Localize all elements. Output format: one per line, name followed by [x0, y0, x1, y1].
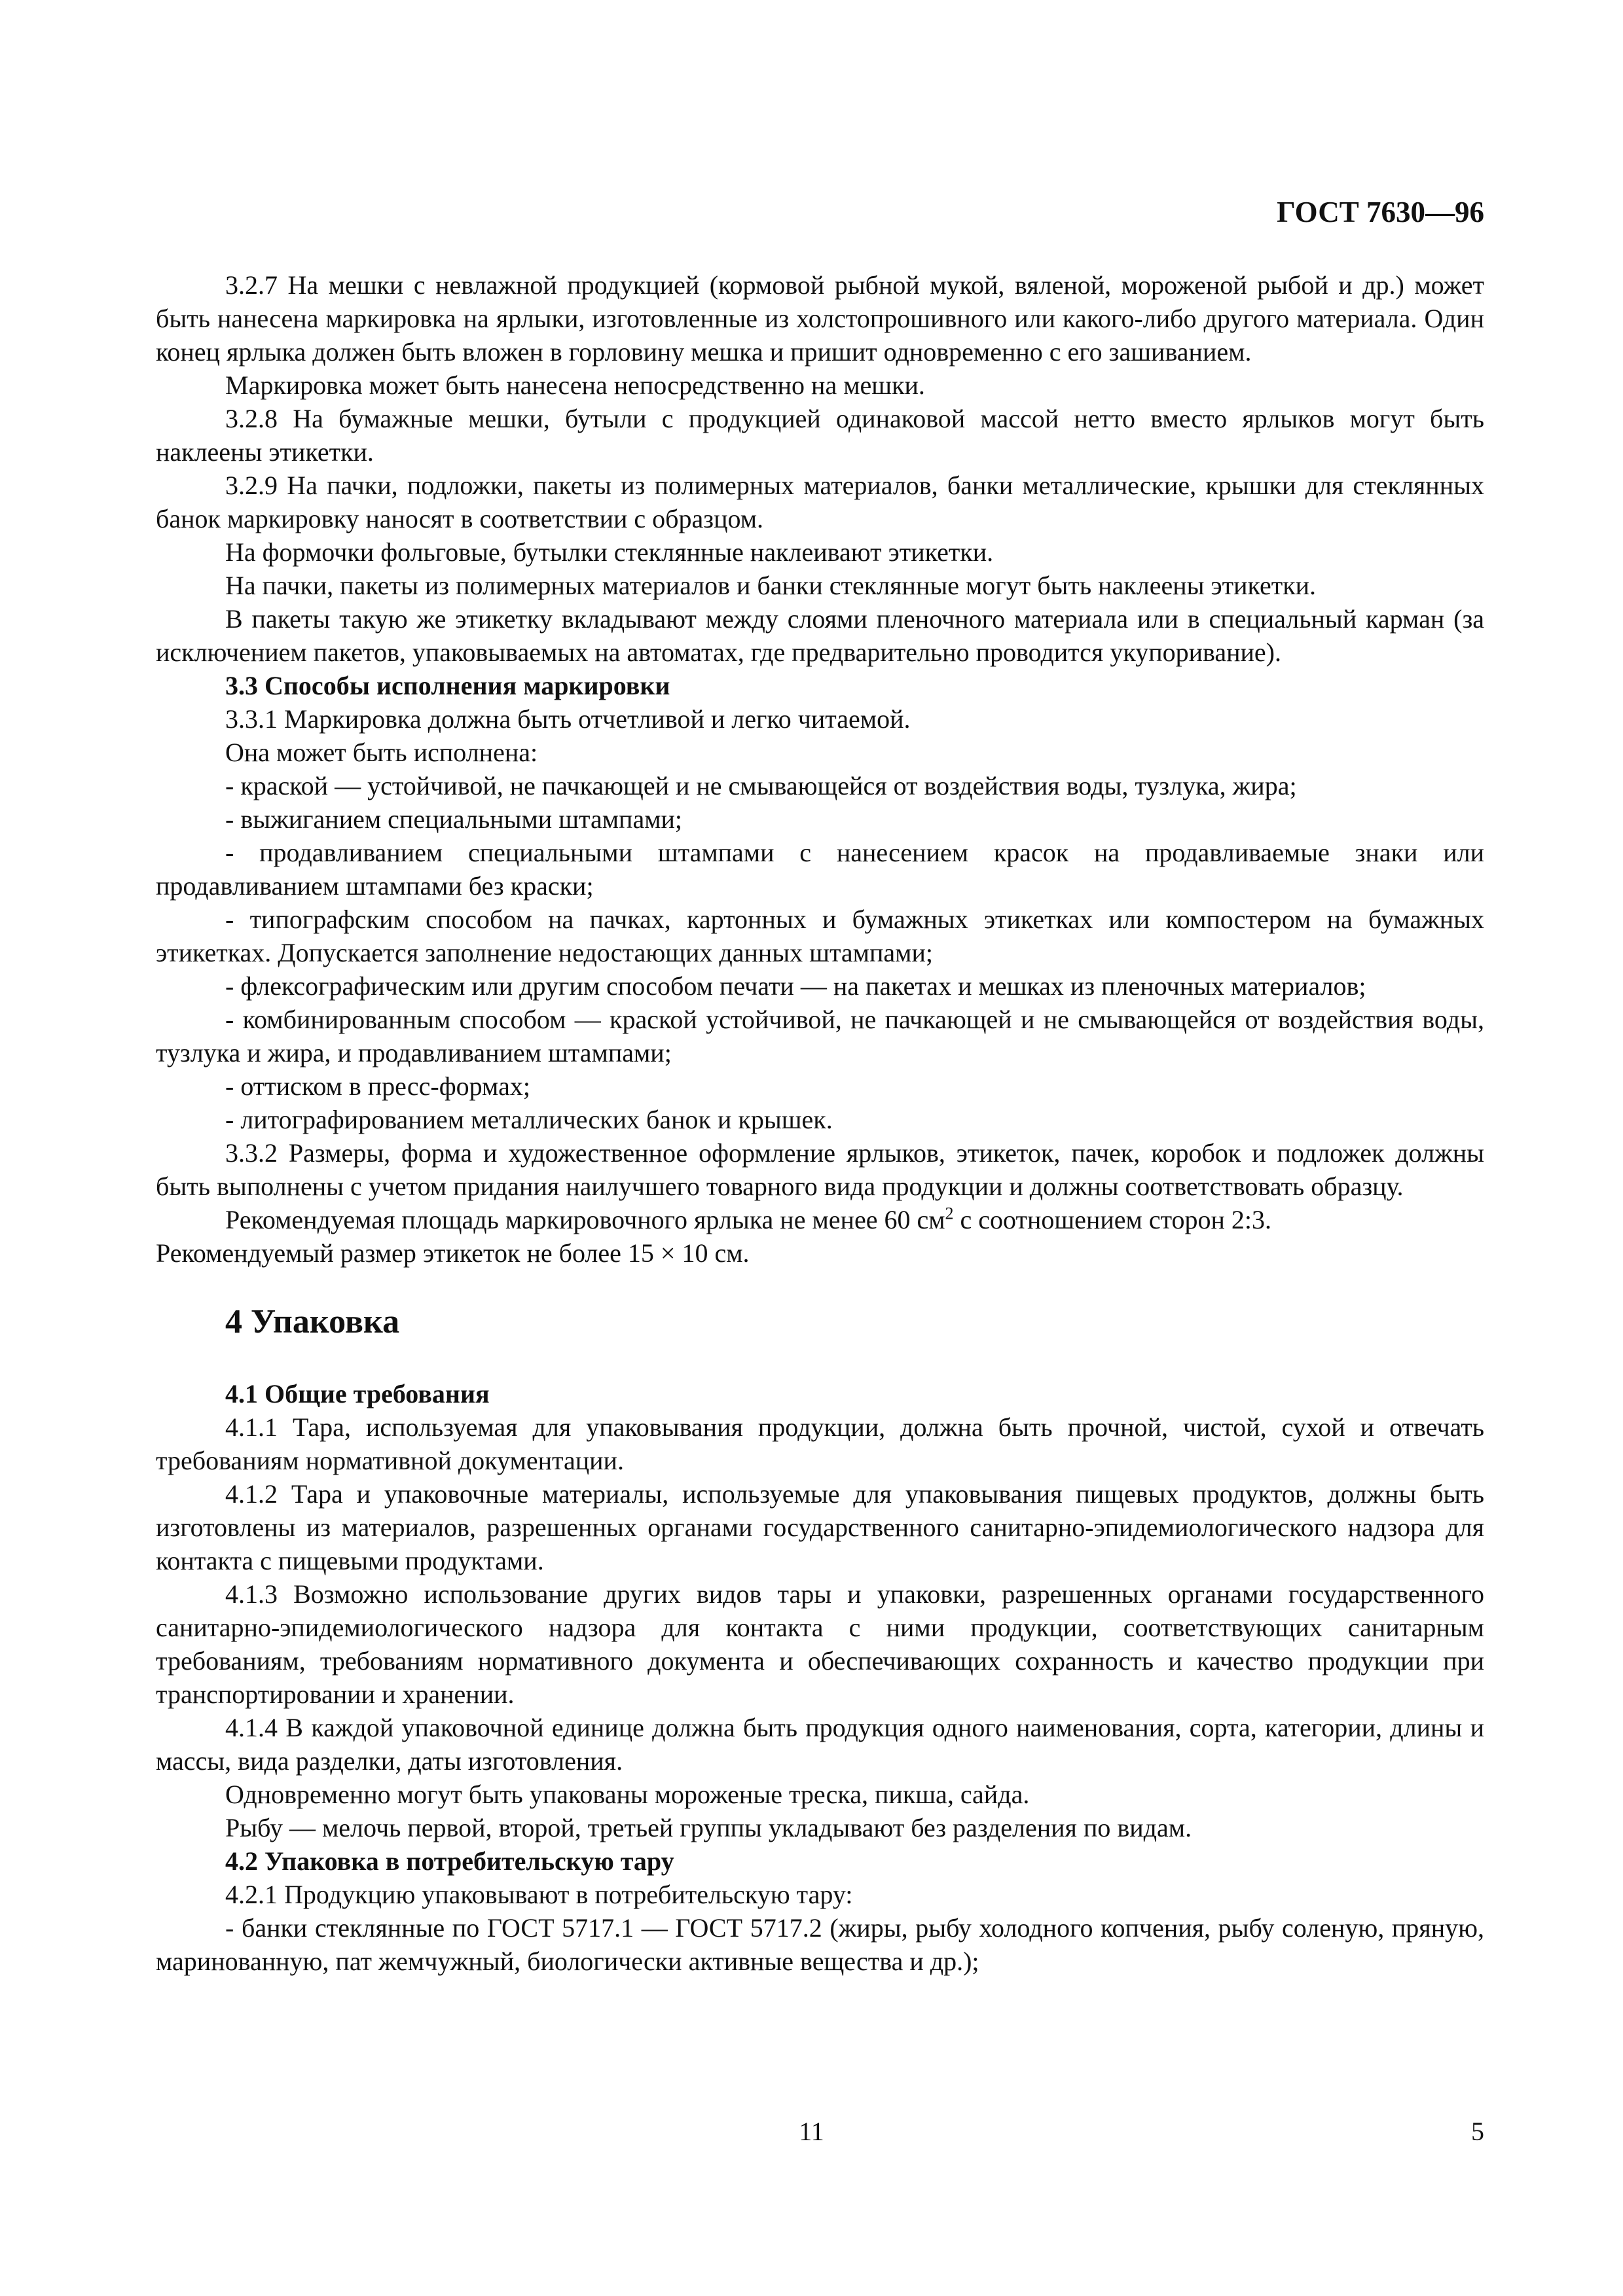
- paragraph: 3.2.8 На бумажные мешки, бутыли с продукцией одинаковой массой нетто вместо ярлыков могут быть наклеены этикетки.: [156, 404, 1484, 467]
- paragraph: 4.1.4 В каждой упаковочной единице должна быть продукция одного наименования, сорта, категории, длины и массы, вида разделки, даты изготовления.: [156, 1713, 1484, 1776]
- paragraph: - флексографическим или другим способом печати — на пакетах и мешках из пленочных материалов;: [225, 971, 1366, 1001]
- document-body: [156, 268, 1484, 1978]
- paragraph: - литографированием металлических банок и крышек.: [225, 1105, 833, 1134]
- paragraph: На пачки, пакеты из полимерных материалов и банки стеклянные могут быть наклеены этикетки.: [225, 571, 1317, 600]
- paragraph: 3.3.1 Маркировка должна быть отчетливой и легко читаемой.: [225, 704, 911, 734]
- paragraph: Одновременно могут быть упакованы мороженые треска, пикша, сайда.: [225, 1780, 1030, 1809]
- paragraph: - краской — устойчивой, не пачкающей и не смывающейся от воздействия воды, тузлука, жира;: [225, 771, 1297, 800]
- superscript: 2: [945, 1204, 954, 1223]
- paragraph: Рекомендуемый размер этикеток не более 15 × 10 см.: [156, 1238, 750, 1268]
- paragraph: 4.1.2 Тара и упаковочные материалы, используемые для упаковывания пищевых продуктов, должны быть изготовлены из материалов, разрешенных органами государственного санитарно-эпидемиологического надзора для контакта с пищевыми продуктами.: [156, 1479, 1484, 1575]
- paragraph: 3.2.7 На мешки с невлажной продукцией (кормовой рыбной мукой, вяленой, мороженой рыбой и др.) может быть нанесена маркировка на ярлыки, изготовленные из холстопрошивного или какого-либо другого материала. Один конец ярлыка должен быть вложен в горловину мешка и пришит одновременно с его зашиванием.: [156, 270, 1484, 367]
- paragraph: Маркировка может быть нанесена непосредственно на мешки.: [225, 370, 925, 400]
- paragraph: 4.1.3 Возможно использование других видов тары и упаковки, разрешенных органами государственного санитарно-эпидемиологического надзора для контакта с ними продукции, соответствующих санитарным требованиям, требованиям нормативного документа и обеспечивающих сохранность и качество продукции при транспортировании и хранении.: [156, 1579, 1484, 1709]
- subsection-heading: 3.3 Способы исполнения маркировки: [225, 671, 670, 700]
- paragraph: Она может быть исполнена:: [225, 738, 538, 767]
- paragraph: В пакеты такую же этикетку вкладывают между слоями пленочного материала или в специальный карман (за исключением пакетов, упаковываемых на автоматах, где предварительно проводится укупоривание).: [156, 604, 1484, 667]
- document-code-header: ГОСТ 7630—96: [1277, 196, 1484, 228]
- paragraph: - оттиском в пресс-формах;: [225, 1071, 530, 1101]
- paragraph: [156, 1203, 1484, 1236]
- paragraph: На формочки фольговые, бутылки стеклянные наклеивают этикетки.: [225, 537, 994, 567]
- paragraph-text: Рекомендуемая площадь маркировочного ярлыка не менее 60 см: [225, 1205, 945, 1234]
- paragraph: 3.2.9 На пачки, подложки, пакеты из полимерных материалов, банки металлические, крышки для стеклянных банок маркировку наносят в соответствии с образцом.: [156, 471, 1484, 533]
- paragraph: - выжиганием специальными штампами;: [225, 804, 683, 834]
- paragraph: - типографским способом на пачках, картонных и бумажных этикетках или компостером на бумажных этикетках. Допускается заполнение недостающих данных штампами;: [156, 905, 1484, 967]
- page-number: 5: [1471, 2117, 1484, 2146]
- paragraph: - продавливанием специальными штампами с нанесением красок на продавливаемые знаки или продавливанием штампами без краски;: [156, 838, 1484, 901]
- subsection-heading: 4.1 Общие требования: [225, 1379, 490, 1408]
- paragraph: 4.2.1 Продукцию упаковывают в потребительскую тару:: [225, 1880, 853, 1909]
- paragraph: Рыбу — мелочь первой, второй, третьей группы укладывают без разделения по видам.: [225, 1813, 1192, 1842]
- footer-center-number: 11: [799, 2117, 824, 2146]
- subsection-heading: 4.2 Упаковка в потребительскую тару: [225, 1846, 674, 1876]
- paragraph: 4.1.1 Тара, используемая для упаковывания продукции, должна быть прочной, чистой, сухой и отвечать требованиям нормативной документации.: [156, 1412, 1484, 1475]
- paragraph: - банки стеклянные по ГОСТ 5717.1 — ГОСТ 5717.2 (жиры, рыбу холодного копчения, рыбу соленую, пряную, маринованную, пат жемчужный, биологически активные вещества и др.);: [156, 1913, 1484, 1976]
- paragraph-text: с соотношением сторон 2:3.: [953, 1205, 1272, 1234]
- paragraph: - комбинированным способом — краской устойчивой, не пачкающей и не смывающейся от воздействия воды, тузлука и жира, и продавливанием штампами;: [156, 1005, 1484, 1067]
- paragraph: 3.3.2 Размеры, форма и художественное оформление ярлыков, этикеток, пачек, коробок и подложек должны быть выполнены с учетом придания наилучшего товарного вида продукции и должны соответствовать образцу.: [156, 1138, 1484, 1201]
- section-heading: 4 Упаковка: [225, 1303, 400, 1340]
